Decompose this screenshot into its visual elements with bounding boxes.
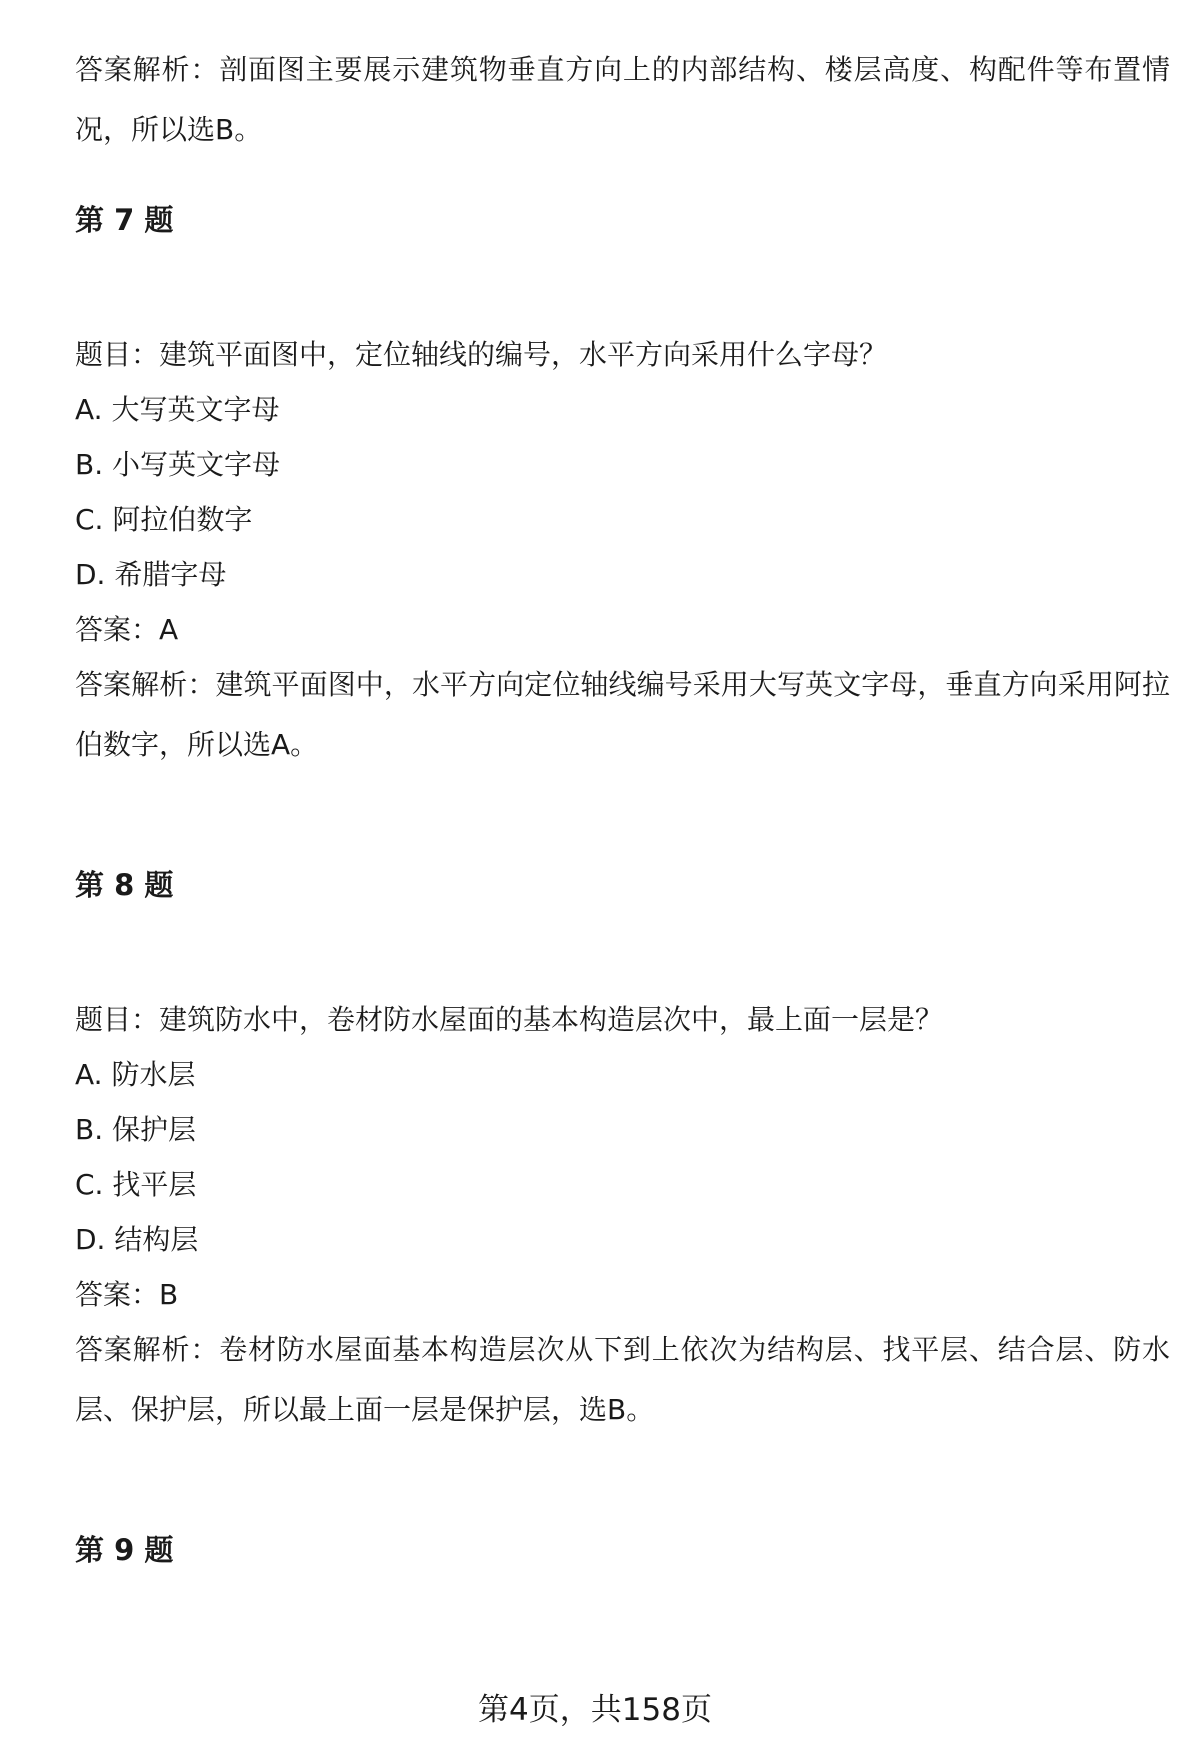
q9-heading: 第 9 题 [75,1533,174,1567]
q8-question: 题目：建筑防水中，卷材防水屋面的基本构造层次中，最上面一层是？ [75,1003,944,1036]
q8-option-a: A. 防水层 [75,1058,196,1091]
q7-option-c: C. 阿拉伯数字 [75,503,253,536]
q7-explanation: 答案解析：建筑平面图中，水平方向定位轴线编号采用大写英文字母，垂直方向采用阿拉伯数字，所以选A。 [75,668,1170,761]
q7-option-a: A. 大写英文字母 [75,393,280,426]
q7-answer: 答案：A [75,613,179,646]
q7-option-d: D. 希腊字母 [75,558,227,591]
q8-option-c: C. 找平层 [75,1168,197,1201]
page-number-footer: 第4页，共158页 [478,1692,712,1728]
q7-option-b: B. 小写英文字母 [75,448,281,481]
q7-heading: 第 7 题 [75,203,174,237]
q8-explanation: 答案解析：卷材防水屋面基本构造层次从下到上依次为结构层、找平层、结合层、防水层、保护层，所以最上面一层是保护层，选B。 [75,1333,1170,1426]
q8-heading: 第 8 题 [75,868,174,902]
q8-answer: 答案：B [75,1278,179,1311]
q8-option-d: D. 结构层 [75,1223,199,1256]
q8-option-b: B. 保护层 [75,1113,197,1146]
q6-explanation: 答案解析：剖面图主要展示建筑物垂直方向上的内部结构、楼层高度、构配件等布置情况，所以选B。 [75,53,1170,146]
q7-question: 题目：建筑平面图中，定位轴线的编号，水平方向采用什么字母？ [75,338,888,371]
